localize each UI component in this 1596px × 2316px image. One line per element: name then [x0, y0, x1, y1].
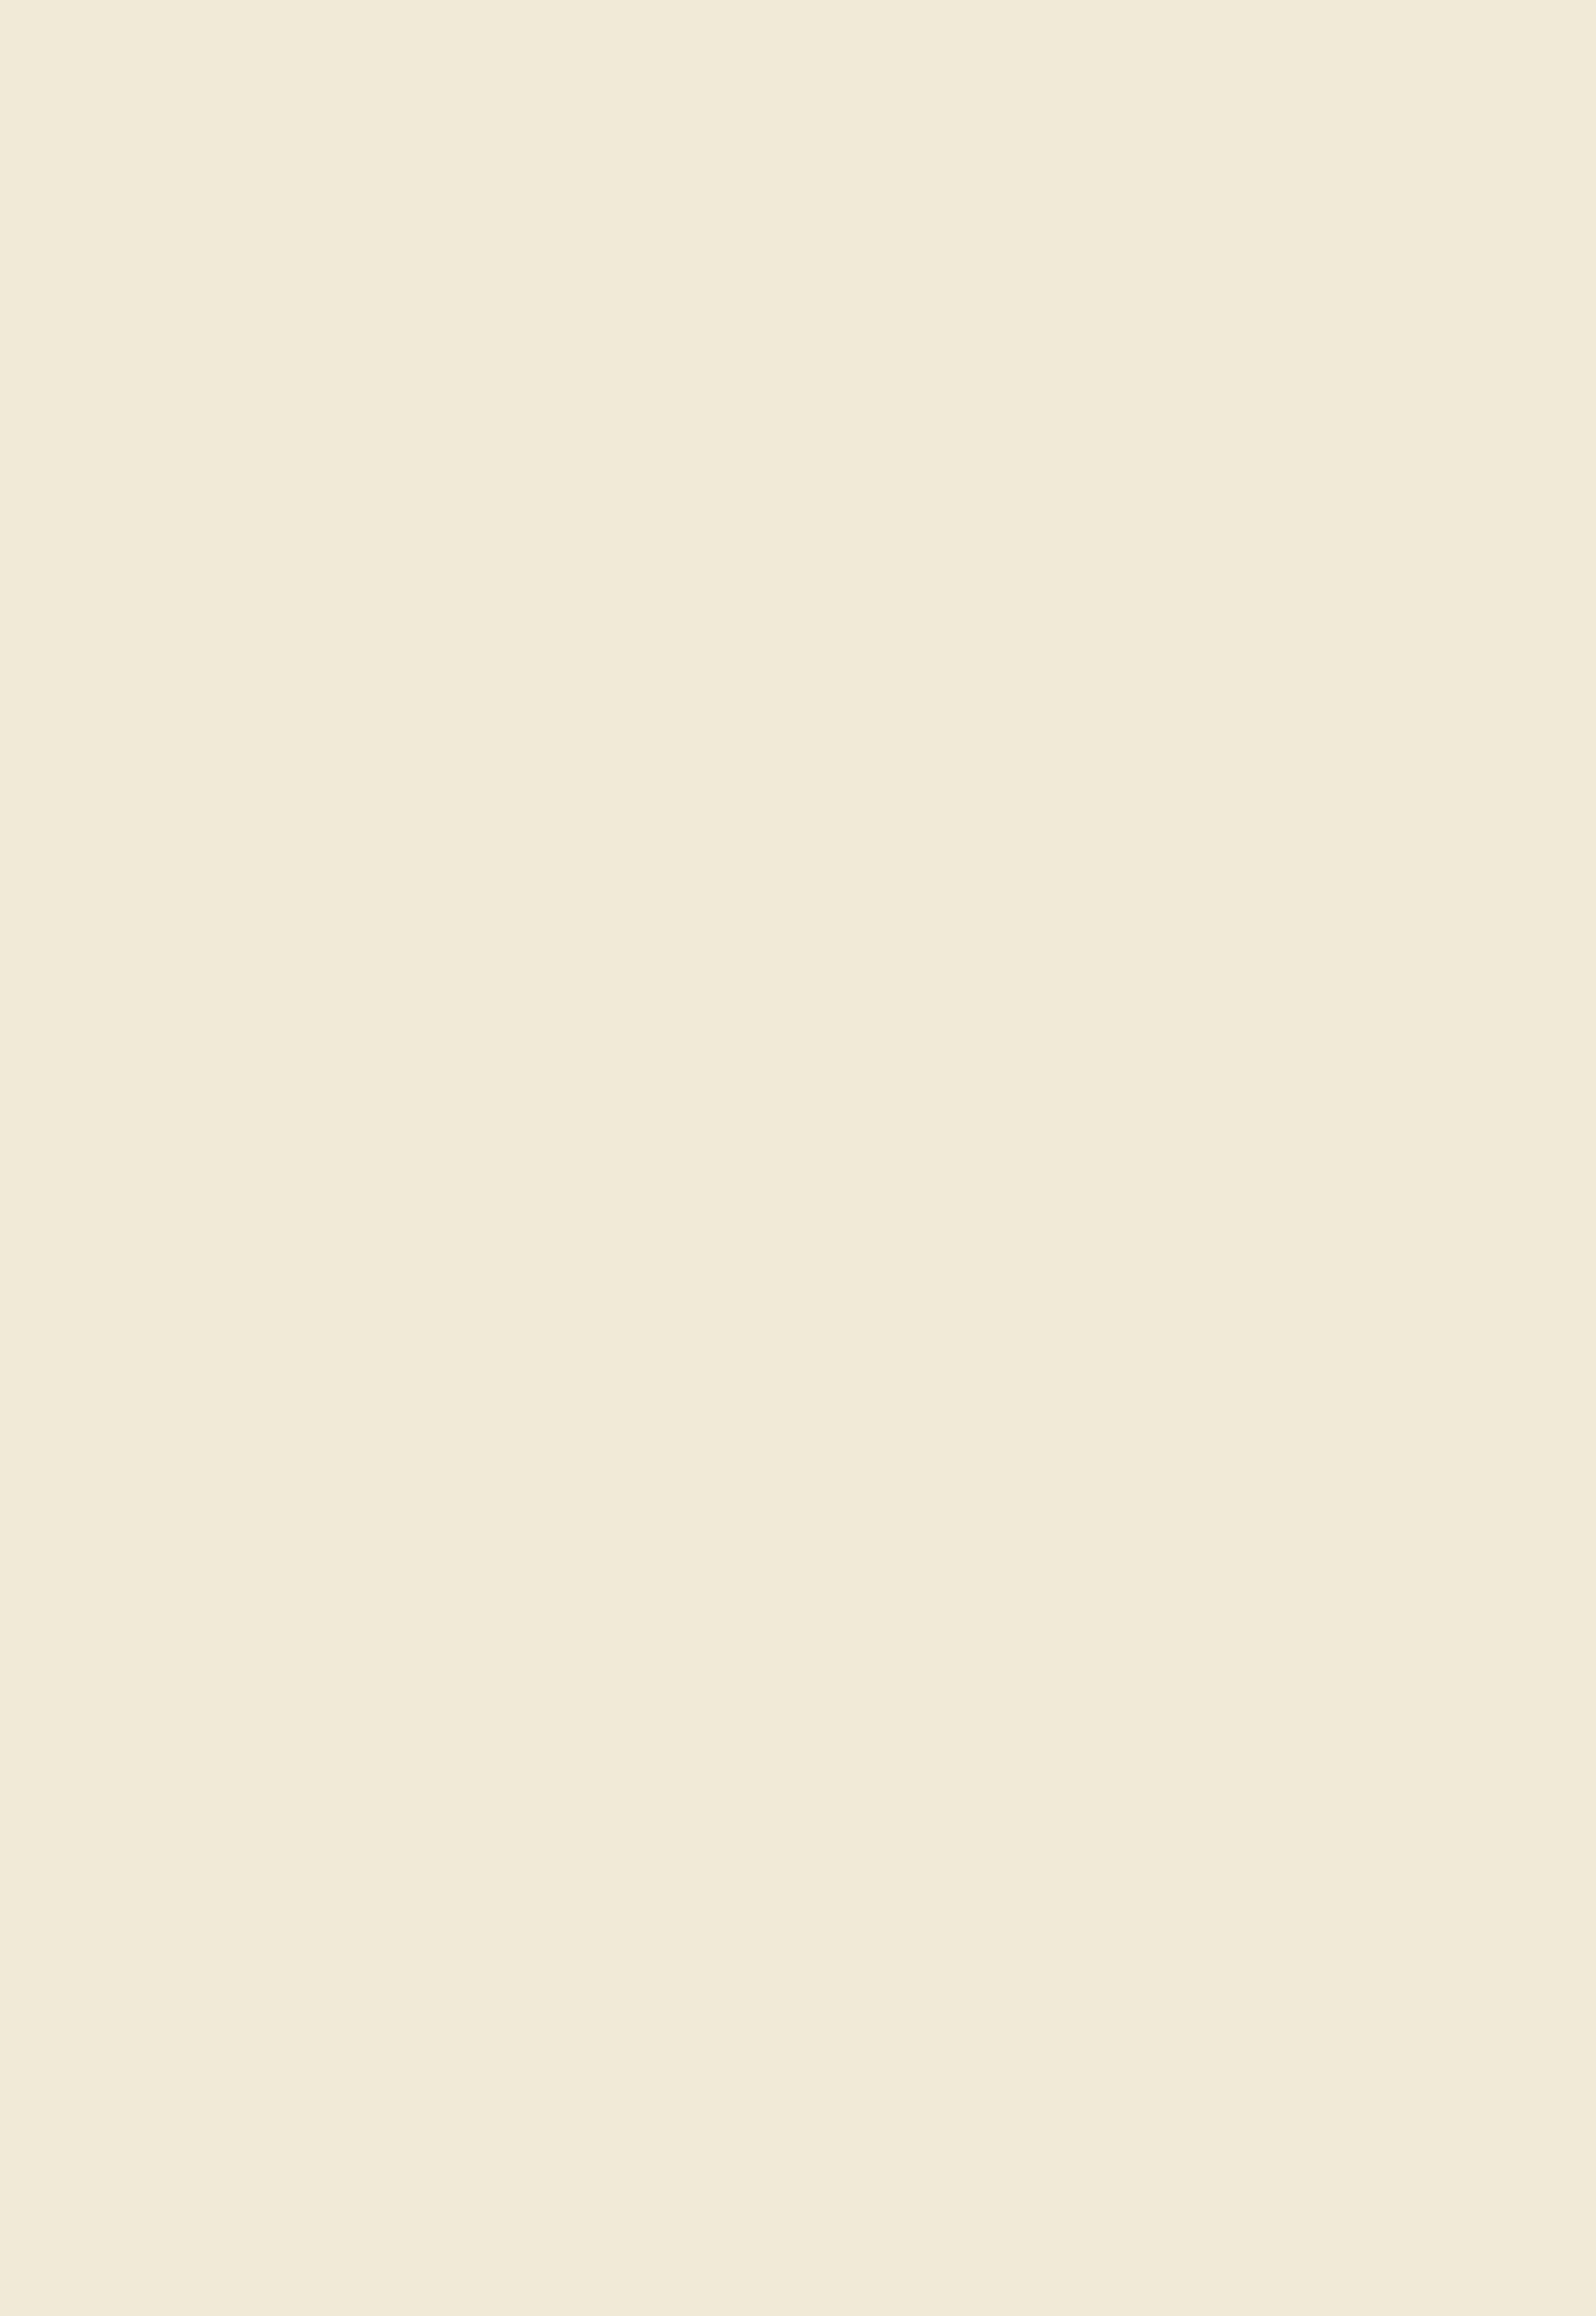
verses-block-right	[715, 1351, 1542, 1356]
lyrics-line-2	[0, 633, 1596, 667]
lyrics-line-1	[0, 234, 1596, 268]
verse-5-block	[91, 1693, 1542, 1698]
lyrics-line-4	[0, 1425, 684, 1459]
lyrics-line-3	[0, 1035, 1596, 1069]
lyrics-line-song2	[0, 1930, 1596, 1964]
